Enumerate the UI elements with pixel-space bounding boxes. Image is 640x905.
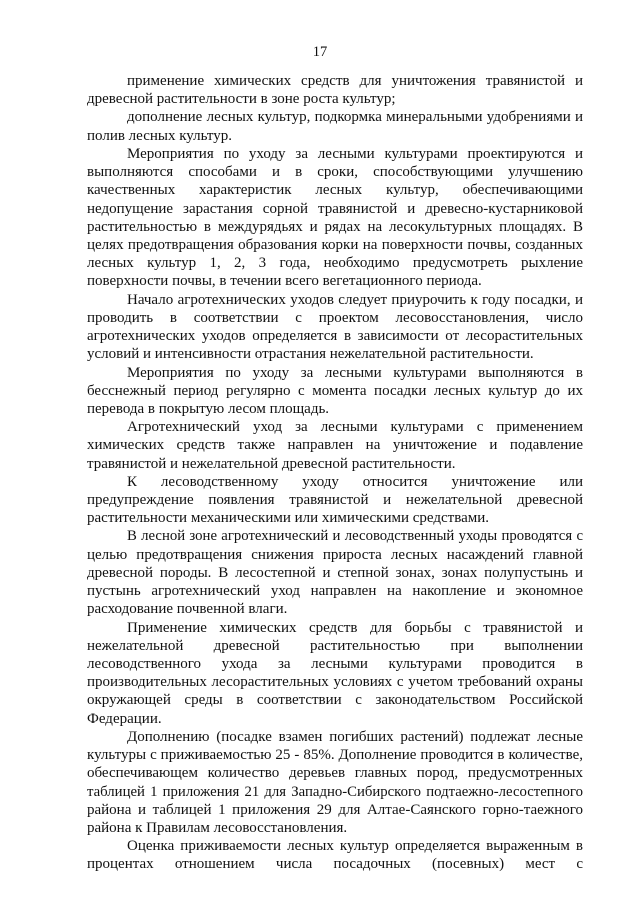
text-line: выполняются способами и в сроки, способствующими улучшению [87, 164, 583, 181]
text-line: производительных лесорастительных условиях с учетом требований охраны [87, 674, 583, 691]
text-line: растительностью в междурядьях и рядах на лесокультурных площадях. В [87, 218, 583, 235]
text-line: недопущение зарастания сорной травянистой и древесно-кустарниковой [87, 200, 583, 217]
text-line: условий и интенсивности отрастания нежелательной растительности. [87, 346, 534, 363]
text-line: района к Правилам лесовосстановления. [87, 819, 348, 836]
text-line: перевода в покрытую лесом площадь. [87, 400, 330, 417]
text-line: проводить в соответствии с проектом лесовосстановления, число [87, 309, 583, 326]
text-line: Начало агротехнических уходов следует приурочить к году посадки, и [127, 291, 583, 308]
text-line: Дополнению (посадке взамен погибших растений) подлежат лесные [127, 728, 583, 745]
text-line: окружающей среды в соответствии с законодательством Российской [87, 692, 583, 709]
text-line: В лесной зоне агротехнический и лесоводственный уходы проводятся с [127, 528, 583, 545]
text-line: качественных характеристик лесных культур, обеспечивающими [87, 182, 583, 199]
text-line: Мероприятия по уходу за лесными культурами выполняются в [127, 364, 583, 381]
text-line: К лесоводственному уходу относится уничтожение или [127, 473, 583, 490]
text-line: Применение химических средств для борьбы с травянистой и [127, 619, 583, 636]
text-line: таблицей 1 приложения 21 для Западно-Сибирского подтаежно-лесостепного [87, 783, 583, 800]
body-text [87, 72, 583, 874]
text-line: растительности механическими или химическими средствами. [87, 510, 490, 527]
text-line: бесснежный период регулярно с момента посадки лесных культур до их [87, 382, 583, 399]
text-line: дополнение лесных культур, подкормка минеральными удобрениями и [127, 109, 583, 126]
text-line: полив лесных культур. [87, 127, 232, 144]
text-line: лесных культур 1, 2, 3 года, необходимо предусмотреть рыхление [87, 255, 583, 272]
text-line: целью предотвращения снижения прироста лесных насаждений главной [87, 546, 583, 563]
text-line: Мероприятия по уходу за лесными культурами проектируются и [127, 145, 583, 162]
text-line: Агротехнический уход за лесными культурами с применением [127, 419, 583, 436]
page-number: 17 [312, 44, 328, 60]
text-line: расходование почвенной влаги. [87, 601, 288, 618]
text-line: поверхности почвы, в течении всего вегетационного периода. [87, 273, 482, 290]
text-line: предупреждение появления травянистой и нежелательной древесной [87, 492, 583, 509]
text-line: лесоводственного ухода за лесными культурами проводится в [87, 656, 583, 672]
text-line: района и таблицей 1 приложения 29 для Алтае-Саянского горно-таежного [87, 801, 583, 818]
text-line: культуры с приживаемостью 25 - 85%. Дополнение проводится в количестве, [87, 747, 583, 764]
text-line: процентах отношением числа посадочных (посевных) мест с [87, 856, 583, 873]
text-line: применение химических средств для уничтожения травянистой и [127, 73, 583, 89]
text-line: пустынь агротехнический уход направлен на накопление и экономное [87, 583, 583, 600]
text-line: древесной породы. В лесостепной и степной зонах, зонах полупустынь и [87, 564, 583, 581]
text-line: Оценка приживаемости лесных культур определяется выраженным в [127, 838, 583, 855]
text-line: агротехнических уходов определяется в зависимости от лесорастительных [87, 328, 583, 345]
text-line: Федерации. [87, 710, 162, 727]
text-line: нежелательной древесной растительностью при выполнении [87, 637, 583, 654]
text-line: травянистой и нежелательной древесной растительности. [87, 455, 456, 472]
text-line: химических средств также направлен на уничтожение и подавление [87, 437, 583, 454]
text-line: обеспечивающем количество деревьев главных пород, предусмотренных [87, 765, 583, 782]
text-line: древесной растительности в зоне роста культур; [87, 91, 396, 108]
text-line: целях предотвращения образования корки на поверхности почвы, созданных [87, 236, 583, 253]
